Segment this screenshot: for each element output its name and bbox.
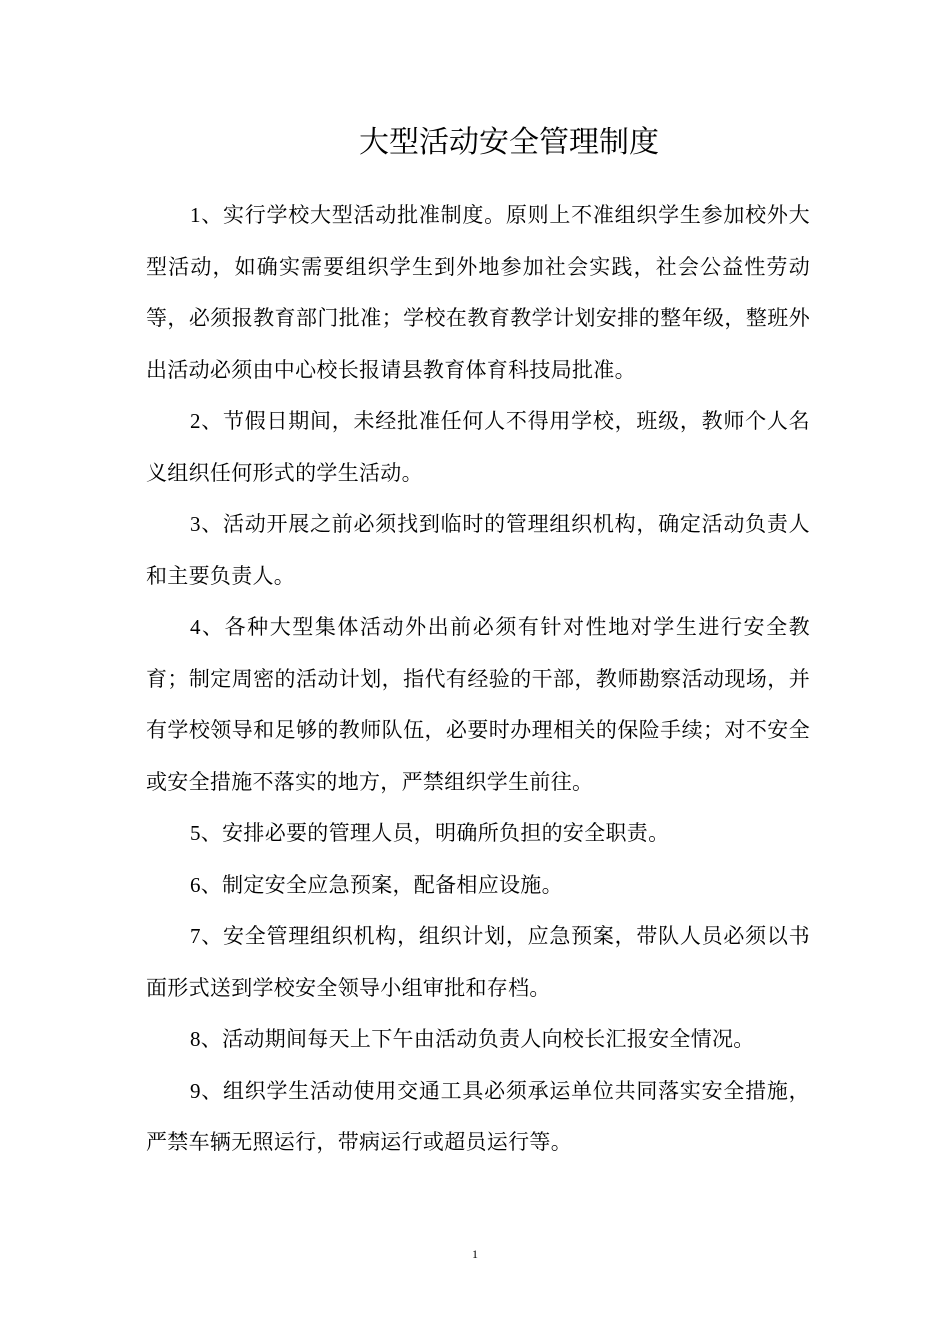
paragraph-8	[146, 1014, 810, 1066]
paragraph-text: 安全管理组织机构，组织计划，应急预案，带队人员必须以书面形式送到学校安全领导小组审批和存档。	[146, 924, 810, 1000]
paragraph-7	[146, 911, 810, 1014]
paragraph-number: 3、	[190, 512, 224, 536]
paragraph-text: 活动期间每天上下午由活动负责人向校长汇报安全情况。	[222, 1027, 755, 1051]
page-title: 大型活动安全管理制度	[359, 125, 659, 160]
document-body	[146, 190, 810, 1169]
paragraph-text: 安排必要的管理人员，明确所负担的安全职责。	[222, 821, 670, 845]
paragraph-9	[146, 1066, 810, 1169]
paragraph-number: 9、	[190, 1078, 224, 1103]
paragraph-text: 各种大型集体活动外出前必须有针对性地对学生进行安全教育；制定周密的活动计划，指代有经验的干部，教师勘察活动现场，并有学校领导和足够的教师队伍，必要时办理相关的保险手续；对不安全或安全措施不落实的地方，严禁组织学生前往。	[146, 615, 810, 794]
paragraph-3	[146, 499, 810, 602]
paragraph-number: 2、	[190, 409, 224, 433]
paragraph-number: 8、	[190, 1027, 223, 1051]
paragraph-text: 节假日期间，未经批准任何人不得用学校，班级，教师个人名义组织任何形式的学生活动。	[146, 409, 810, 485]
paragraph-text: 实行学校大型活动批准制度。原则上不准组织学生参加校外大型活动，如确实需要组织学生到外地参加社会实践，社会公益性劳动等，必须报教育部门批准；学校在教育教学计划安排的整年级，整班外出活动必须由中心校长报请县教育体育科技局批准。	[146, 203, 810, 382]
paragraph-number: 6、	[190, 872, 223, 897]
paragraph-text: 活动开展之前必须找到临时的管理组织机构，确定活动负责人和主要负责人。	[146, 512, 810, 588]
paragraph-text: 制定安全应急预案，配备相应设施。	[222, 872, 563, 897]
paragraph-text: 组织学生活动使用交通工具必须承运单位共同落实安全措施，严禁车辆无照运行，带病运行或超员运行等。	[146, 1078, 810, 1154]
paragraph-6	[146, 860, 810, 912]
paragraph-number: 1、	[190, 203, 224, 227]
paragraph-5	[146, 808, 810, 860]
paragraph-number: 5、	[190, 821, 223, 845]
paragraph-4	[146, 602, 810, 808]
paragraph-1	[146, 190, 810, 396]
paragraph-number: 7、	[190, 924, 224, 948]
paragraph-number: 4、	[190, 615, 225, 639]
paragraph-2	[146, 396, 810, 499]
page-number: 1	[472, 1247, 478, 1261]
